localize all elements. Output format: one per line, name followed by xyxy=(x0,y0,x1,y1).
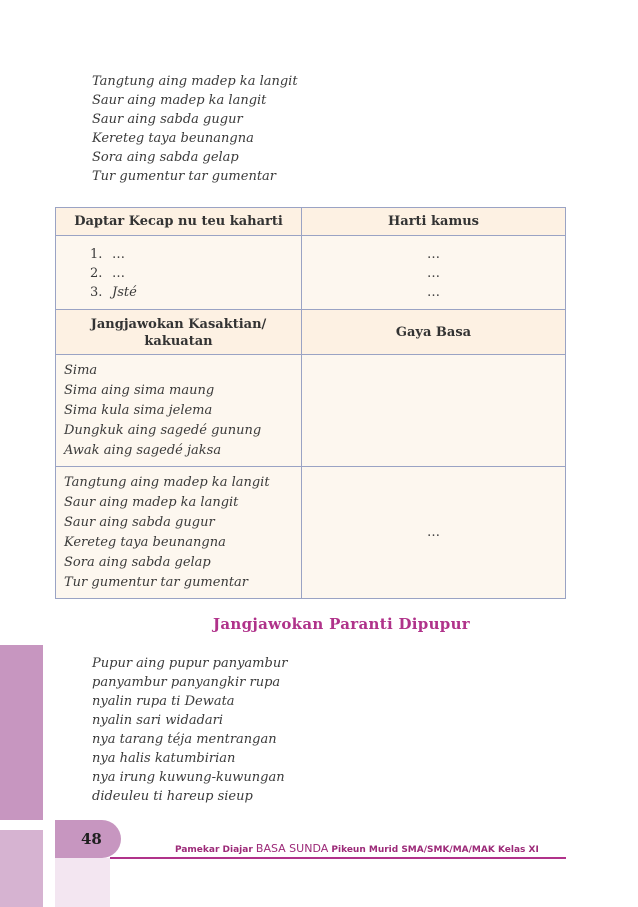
poem-line: Sima xyxy=(64,363,98,378)
poem-cell xyxy=(56,355,302,467)
table-row xyxy=(56,355,566,467)
opening-poem xyxy=(92,72,298,186)
list-item: 1. … xyxy=(90,247,125,262)
poem-line: Tur gumentur tar gumentar xyxy=(64,575,249,590)
poem-line: nyalin rupa ti Dewata xyxy=(92,694,235,709)
poem-line: Tur gumentur tar gumentar xyxy=(92,169,277,184)
table-row xyxy=(56,236,566,310)
footer-text xyxy=(175,842,539,855)
poem-line: Saur aing sabda gugur xyxy=(64,515,215,530)
meaning-placeholder: … xyxy=(427,247,440,262)
footer-divider xyxy=(110,857,566,859)
poem-line: Saur aing sabda gugur xyxy=(92,112,243,127)
list-item: 2. … xyxy=(90,266,125,281)
poem-line: Sora aing sabda gelap xyxy=(64,555,211,570)
exercise-table xyxy=(55,207,566,599)
powder-spell-poem xyxy=(92,654,287,806)
header-style: Gaya Basa xyxy=(302,310,566,355)
poem-line: Saur aing madep ka langit xyxy=(64,495,239,510)
poem-line: Awak aing sagedé jaksa xyxy=(64,443,222,458)
table-header-row xyxy=(56,310,566,355)
decorative-block xyxy=(55,858,110,907)
list-item: 3. Jsté xyxy=(90,285,137,300)
section-title: Jangjawokan Paranti Dipupur xyxy=(213,615,470,633)
poem-line: Sora aing sabda gelap xyxy=(92,150,239,165)
poem-line: Tangtung aing madep ka langit xyxy=(64,475,270,490)
poem-cell xyxy=(56,467,302,599)
poem-line: Sima aing sima maung xyxy=(64,383,215,398)
meaning-placeholder: … xyxy=(427,266,440,281)
poem-line: Dungkuk aing sagedé gunung xyxy=(64,423,262,438)
meaning-placeholder: … xyxy=(427,285,440,300)
answer-cell xyxy=(302,467,566,599)
poem-line: Sima kula sima jelema xyxy=(64,403,213,418)
footer-subject: BASA SUNDA xyxy=(255,842,329,855)
header-dictionary-meaning: Harti kamus xyxy=(302,208,566,236)
meaning-cell xyxy=(302,236,566,310)
poem-line: Tangtung aing madep ka langit xyxy=(92,74,298,89)
header-spell-type: Jangjawokan Kasaktian/ kakuatan xyxy=(56,310,302,355)
table-row xyxy=(56,467,566,599)
footer-prefix: Pamekar Diajar xyxy=(175,845,253,855)
table-header-row xyxy=(56,208,566,236)
poem-line: Kereteg taya beunangna xyxy=(64,535,226,550)
word-list-cell xyxy=(56,236,302,310)
decorative-sidebar-lower xyxy=(0,830,43,907)
poem-line: nya halis katumbirian xyxy=(92,751,236,766)
poem-line: nyalin sari widadari xyxy=(92,713,224,728)
footer-suffix: Pikeun Murid SMA/SMK/MA/MAK Kelas XI xyxy=(331,845,539,855)
poem-line: Pupur aing pupur panyambur xyxy=(92,656,288,671)
poem-line: nya tarang téja mentrangan xyxy=(92,732,277,747)
poem-line: Saur aing madep ka langit xyxy=(92,93,267,108)
header-unknown-words: Daptar Kecap nu teu kaharti xyxy=(56,208,302,236)
poem-line: panyambur panyangkir rupa xyxy=(92,675,281,690)
decorative-sidebar xyxy=(0,645,43,820)
poem-line: dideuleu ti hareup sieup xyxy=(92,789,253,804)
poem-line: Kereteg taya beunangna xyxy=(92,131,254,146)
poem-line: nya irung kuwung-kuwungan xyxy=(92,770,285,785)
answer-placeholder: … xyxy=(427,525,440,540)
page-number: 48 xyxy=(55,820,121,858)
answer-cell xyxy=(302,355,566,467)
